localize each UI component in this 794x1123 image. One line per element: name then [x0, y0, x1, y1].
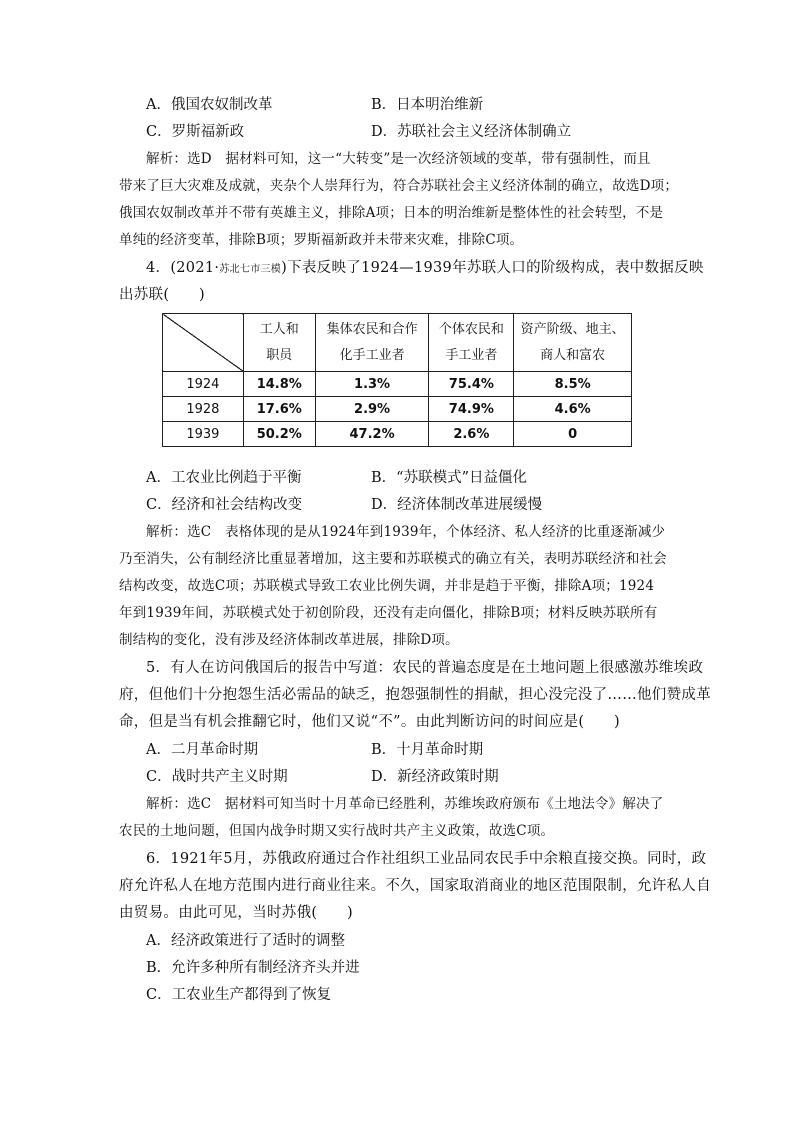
q4-stem-source: 苏北七市三模 [219, 264, 282, 275]
q5-stem-line: 府，但他们十分抱怨生活必需品的缺乏，抱怨强制性的捐献，担心没完没了……他们赞成革 [119, 687, 711, 703]
table-cell: 4.6% [514, 397, 632, 422]
q5-option-b: B．十月革命时期 [371, 742, 484, 758]
q6-stem-line: 由贸易。由此可见，当时苏俄( ) [119, 905, 353, 921]
q3-option-a: A．俄国农奴制改革 [146, 97, 273, 113]
q3-analysis-line: 俄国农奴制改革并不带有英雄主义，排除A项；日本的明治维新是整体性的社会转型，不是 [119, 205, 664, 221]
q3-option-b: B．日本明治维新 [371, 97, 484, 113]
q5-analysis-line: 农民的土地问题，但国内战争时期又实行战时共产主义政策，故选C项。 [119, 823, 555, 839]
q4-analysis-line: 解析：选C 表格体现的是从1924年到1939年，个体经济、私人经济的比重逐渐减少 [146, 524, 666, 540]
table-row [163, 372, 632, 397]
q6-stem-line: 府允许私人在地方范围内进行商业往来。不久，国家取消商业的地区范围限制，允许私人自 [119, 878, 711, 894]
q4-stem-line2: 出苏联( ) [119, 287, 205, 303]
q5-stem-line: 命，但是当有机会推翻它时，他们又说“不”。由此判断访问的时间应是( ) [119, 714, 620, 730]
q4-option-c: C．经济和社会结构改变 [146, 497, 303, 513]
q4-analysis-line: 年到1939年间，苏联模式处于初创阶段，还没有走向僵化，排除B项；材料反映苏联所有 [119, 605, 658, 621]
q3-analysis-line: 解析：选D 据材料可知，这一“大转变”是一次经济领域的变革，带有强制性，而且 [146, 151, 651, 167]
q3-option-d: D．苏联社会主义经济体制确立 [371, 124, 572, 140]
table-cell: 17.6% [243, 397, 315, 422]
table-cell: 74.9% [429, 397, 514, 422]
table-header-cell: 个体农民和 手工业者 [429, 314, 514, 372]
q4-stem-prefix: 4．(2021· [146, 260, 220, 276]
table-cell: 14.8% [243, 372, 315, 397]
q5-option-a: A．二月革命时期 [146, 742, 258, 758]
q4-analysis-line: 乃至消失，公有制经济比重显著增加，这主要和苏联模式的确立有关，表明苏联经济和社会 [119, 551, 667, 567]
q6-option-a: A．经济政策进行了适时的调整 [146, 933, 345, 949]
table-header-row [163, 314, 632, 372]
q4-analysis-line: 制结构的变化，没有涉及经济体制改革进展，排除D项。 [119, 632, 459, 648]
q6-option-b: B．允许多种所有制经济齐头并进 [146, 960, 360, 976]
q5-stem-line: 5．有人在访问俄国后的报告中写道：农民的普遍态度是在土地问题上很感激苏维埃政 [146, 660, 704, 676]
table-cell-year: 1928 [163, 397, 244, 422]
table-row [163, 422, 632, 447]
table-cell: 2.6% [429, 422, 514, 447]
q5-analysis-line: 解析：选C 据材料可知当时十月革命已经胜利，苏维埃政府颁布《土地法令》解决了 [146, 796, 664, 812]
table-header-cell: 工人和 职员 [243, 314, 315, 372]
table-row [163, 397, 632, 422]
table-cell: 50.2% [243, 422, 315, 447]
q3-option-c: C．罗斯福新政 [146, 124, 245, 140]
table-header-cell: 资产阶级、地主、 商人和富农 [514, 314, 632, 372]
table-cell: 47.2% [315, 422, 429, 447]
table-header-cell: 集体农民和合作 化手工业者 [315, 314, 429, 372]
q5-option-c: C．战时共产主义时期 [146, 769, 288, 785]
q5-option-d: D．新经济政策时期 [371, 769, 499, 785]
q4-option-a: A．工农业比例趋于平衡 [146, 470, 302, 486]
table-cell: 1.3% [315, 372, 429, 397]
q3-analysis-line: 带来了巨大灾难及成就，夹杂个人崇拜行为，符合苏联社会主义经济体制的确立，故选D项； [119, 178, 679, 194]
q6-stem-line: 6．1921年5月，苏俄政府通过合作社组织工业品同农民手中余粮直接交换。同时，政 [146, 851, 707, 867]
q4-stem-rest: )下表反映了1924—1939年苏联人口的阶级构成，表中数据反映 [281, 260, 704, 276]
q3-analysis-line: 单纯的经济变革，排除B项；罗斯福新政并未带来灾难，排除C项。 [119, 232, 524, 248]
q4-analysis-line: 结构改变，故选C项；苏联模式导致工农业比例失调，并非是趋于平衡，排除A项；1924 [119, 578, 655, 594]
q4-option-b: B．“苏联模式”日益僵化 [371, 470, 527, 486]
q4-option-d: D．经济体制改革进展缓慢 [371, 497, 543, 513]
population-table [162, 313, 632, 447]
q6-option-c: C．工农业生产都得到了恢复 [146, 987, 332, 1003]
table-corner-cell [163, 314, 244, 372]
table-cell: 75.4% [429, 372, 514, 397]
table-cell: 2.9% [315, 397, 429, 422]
q4-stem [146, 258, 704, 280]
table-cell-year: 1939 [163, 422, 244, 447]
table-cell: 8.5% [514, 372, 632, 397]
table-cell-year: 1924 [163, 372, 244, 397]
table-cell: 0 [514, 422, 632, 447]
